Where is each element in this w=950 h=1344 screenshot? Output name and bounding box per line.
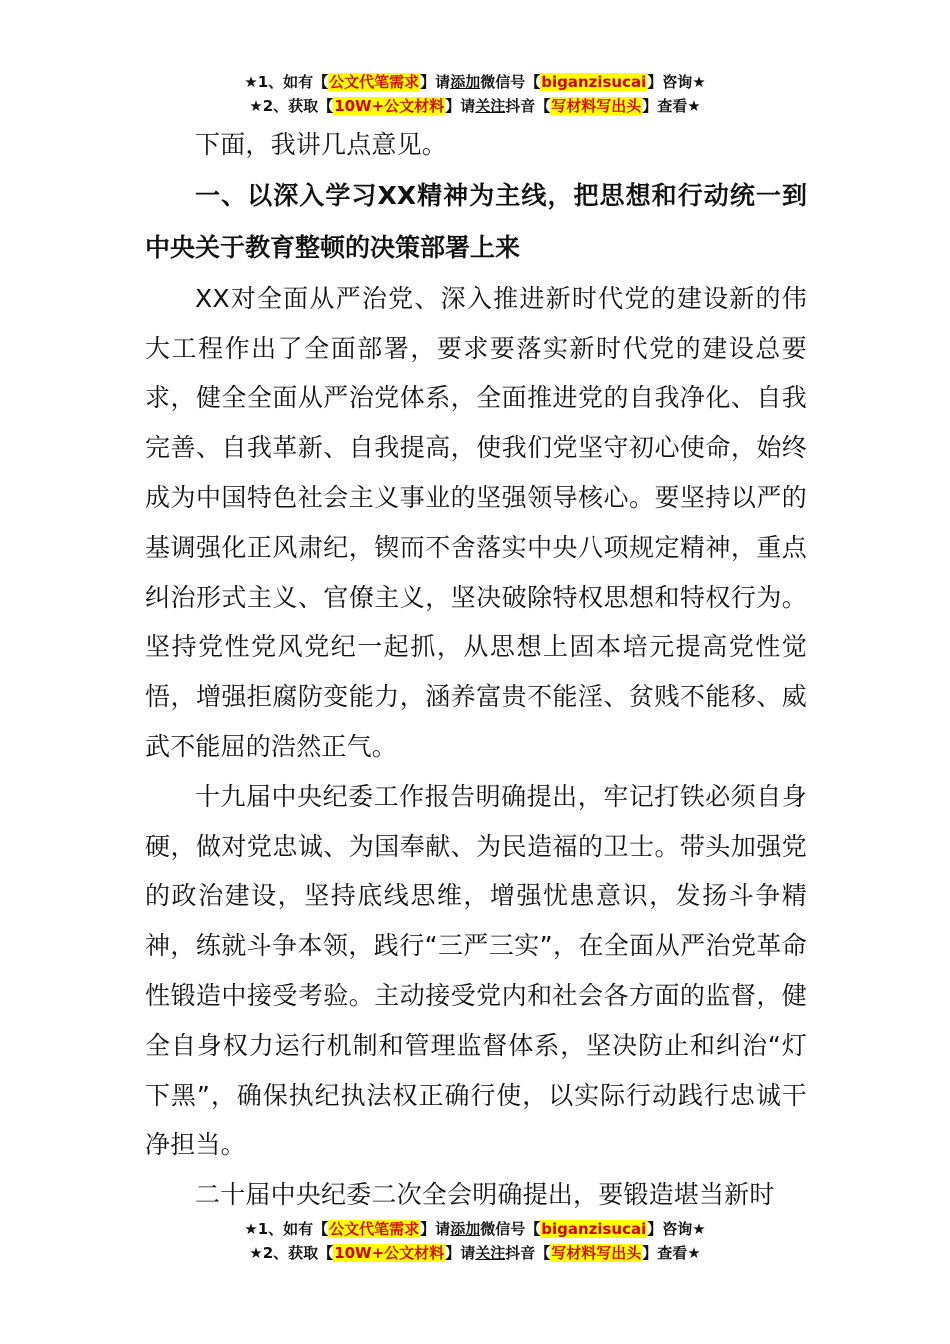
body-paragraph-3: 二十届中央纪委二次全会明确提出，要锻造堪当新时 (195, 1180, 775, 1210)
douyin-account-highlight: 写材料写出头 (551, 97, 642, 115)
wechat-id-highlight: biganzisucai (541, 73, 647, 91)
body-paragraph-2: 十九届中央纪委工作报告明确提出，牢记打铁必须自身硬，做对党忠诚、为国奉献、为民造福的卫士。带头加强党的政治建设，坚持底线思维，增强忧患意识，发扬斗争精神，练就斗争本领，践行“三严三实”，在全面从严治党革命性锻造中接受考验。主动接受党内和社会各方面的监督，健全自身权力运行机制和管理监督体系，坚决防止和纠治“灯下黑”，确保执纪执法权正确行使，以实际行动践行忠诚干净担当。 (145, 781, 807, 1160)
top-promo-banner (0, 70, 950, 118)
section-heading-1: 一、以深入学习XX精神为主线，把思想和行动统一到中央关于教育整顿的决策部署上来 (145, 180, 807, 262)
intro-paragraph: 下面，我讲几点意见。 (195, 130, 448, 159)
wechat-id-highlight: biganzisucai (541, 1220, 647, 1238)
promo-line-2: ★2、获取【10W+公文材料】请关注抖音【写材料写出头】查看★ (249, 1244, 701, 1262)
promo-line-1: ★1、如有【公文代笔需求】请添加微信号【biganzisucai】咨询★ (244, 1220, 706, 1238)
document-body (145, 120, 807, 1220)
promo-highlight: 公文代笔需求 (329, 1220, 420, 1238)
promo-line-2: ★2、获取【10W+公文材料】请关注抖音【写材料写出头】查看★ (249, 97, 701, 115)
promo-line-1: ★1、如有【公文代笔需求】请添加微信号【biganzisucai】咨询★ (244, 73, 706, 91)
douyin-account-highlight: 写材料写出头 (551, 1244, 642, 1262)
body-paragraph-1: XX对全面从严治党、深入推进新时代党的建设新的伟大工程作出了全面部署，要求要落实新时代党的建设总要求，健全全面从严治党体系，全面推进党的自我净化、自我完善、自我革新、自我提高，使我们党坚守初心使命，始终成为中国特色社会主义事业的坚强领导核心。要坚持以严的基调强化正风肃纪，锲而不舍落实中央八项规定精神，重点纠治形式主义、官僚主义，坚决破除特权思想和特权行为。坚持党性党风党纪一起抓，从思想上固本培元提高党性觉悟，增强拒腐防变能力，涵养富贵不能淫、贫贱不能移、威武不能屈的浩然正气。 (145, 283, 807, 761)
promo-highlight: 10W+公文材料 (334, 1244, 445, 1262)
promo-highlight: 10W+公文材料 (334, 97, 445, 115)
bottom-promo-banner (0, 1217, 950, 1265)
promo-highlight: 公文代笔需求 (329, 73, 420, 91)
